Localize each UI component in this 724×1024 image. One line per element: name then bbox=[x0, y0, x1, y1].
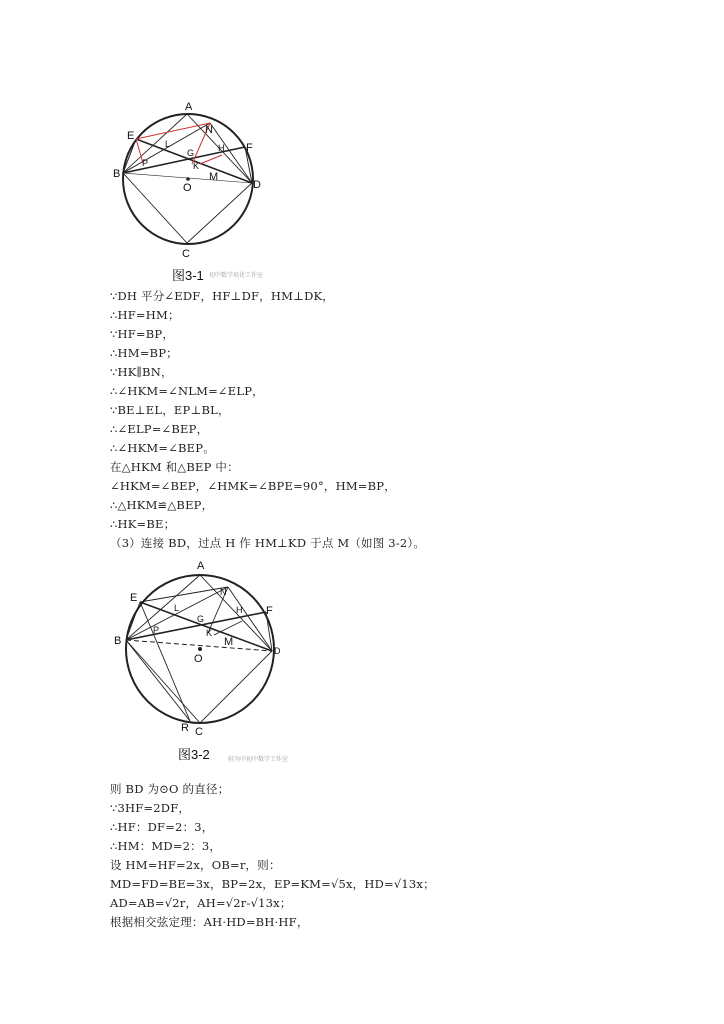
fig2-label-L: L bbox=[174, 603, 180, 613]
proof-line: ∵HK∥BN， bbox=[110, 365, 173, 379]
proof-line: ∴HF=HM； bbox=[110, 308, 180, 322]
fig1-label-G: G bbox=[187, 148, 195, 158]
fig1-label-N: N bbox=[205, 124, 213, 136]
figure-3-1-caption: 图3-1 bbox=[172, 268, 204, 283]
fig2-label-G: G bbox=[197, 614, 205, 624]
proof-line: ∵BE⊥EL，EP⊥BL， bbox=[110, 403, 230, 417]
fig1-label-O: O bbox=[183, 182, 192, 194]
fig2-label-F: F bbox=[266, 605, 273, 617]
proof-block-1 bbox=[110, 287, 425, 553]
figure-3-1 bbox=[110, 95, 270, 270]
fig1-label-P: P bbox=[142, 158, 149, 168]
fig1-label-C: C bbox=[182, 248, 190, 260]
proof-line: ∴△HKM≌△BEP， bbox=[110, 498, 214, 512]
fig1-label-A: A bbox=[185, 101, 193, 113]
proof-block-2 bbox=[110, 780, 435, 932]
fig2-label-B: B bbox=[114, 635, 122, 647]
proof-line: 设 HM=HF=2x，OB=r，则： bbox=[110, 858, 281, 872]
figure-3-2-watermark: 轻为中初中数学工作室 bbox=[228, 757, 289, 763]
fig2-label-H: H bbox=[236, 605, 243, 615]
fig2-label-P: P bbox=[153, 625, 160, 635]
proof-line: 根据相交弦定理：AH·HD=BH·HF， bbox=[110, 915, 309, 929]
fig2-label-O: O bbox=[194, 653, 203, 665]
fig2-label-D: D bbox=[274, 646, 281, 656]
proof-line: ∴∠ELP=∠BEP， bbox=[110, 422, 209, 436]
fig2-label-R: R bbox=[181, 722, 189, 734]
fig1-label-L: L bbox=[165, 139, 171, 149]
proof-line: ∴HM：MD=2：3， bbox=[110, 839, 222, 853]
proof-line: 在△HKM 和△BEP 中： bbox=[110, 460, 239, 474]
fig2-label-M: M bbox=[224, 636, 234, 648]
proof-line: ∵3HF=2DF， bbox=[110, 801, 191, 815]
fig1-label-D: D bbox=[253, 179, 261, 191]
figure-3-1-diagram bbox=[110, 95, 270, 270]
proof-line: ∴∠HKM=∠BEP。 bbox=[110, 441, 215, 455]
figure-3-2-caption: 图3-2 bbox=[178, 747, 210, 762]
fig2-label-N: N bbox=[220, 587, 227, 597]
fig2-label-C: C bbox=[195, 726, 203, 738]
fig2-label-E: E bbox=[130, 592, 138, 604]
fig1-label-E: E bbox=[127, 130, 135, 142]
fig1-label-M: M bbox=[209, 171, 219, 183]
fig1-label-H: H bbox=[218, 143, 225, 153]
fig1-label-F: F bbox=[246, 142, 253, 154]
proof-line: ∴∠HKM=∠NLM=∠ELP， bbox=[110, 384, 264, 398]
fig2-label-K: K bbox=[206, 628, 213, 638]
fig1-label-K: K bbox=[193, 161, 200, 171]
figure-3-1-watermark: 初中数学培优工作室 bbox=[209, 273, 264, 279]
proof-line: 则 BD 为⊙O 的直径； bbox=[110, 782, 230, 796]
fig1-label-B: B bbox=[113, 168, 121, 180]
proof-line: ∴HM=BP； bbox=[110, 346, 178, 360]
proof-line: ∵HF=BP， bbox=[110, 327, 175, 341]
proof-line: ∠HKM=∠BEP，∠HMK=∠BPE=90°，HM=BP， bbox=[110, 479, 396, 493]
proof-line: ∴HK=BE； bbox=[110, 517, 176, 531]
figure-3-2-diagram bbox=[110, 555, 310, 740]
proof-line: AD=AB=√2r，AH=√2r-√13x； bbox=[110, 896, 292, 910]
proof-line: ∵DH 平分∠EDF，HF⊥DF，HM⊥DK， bbox=[110, 289, 335, 303]
figure-3-2 bbox=[110, 555, 310, 740]
proof-line: MD=FD=BE=3x，BP=2x，EP=KM=√5x，HD=√13x； bbox=[110, 877, 435, 891]
proof-line: ∴HF：DF=2：3， bbox=[110, 820, 214, 834]
proof-line: （3）连接 BD，过点 H 作 HM⊥KD 于点 M（如图 3-2）。 bbox=[110, 536, 426, 550]
fig2-label-A: A bbox=[197, 560, 205, 572]
